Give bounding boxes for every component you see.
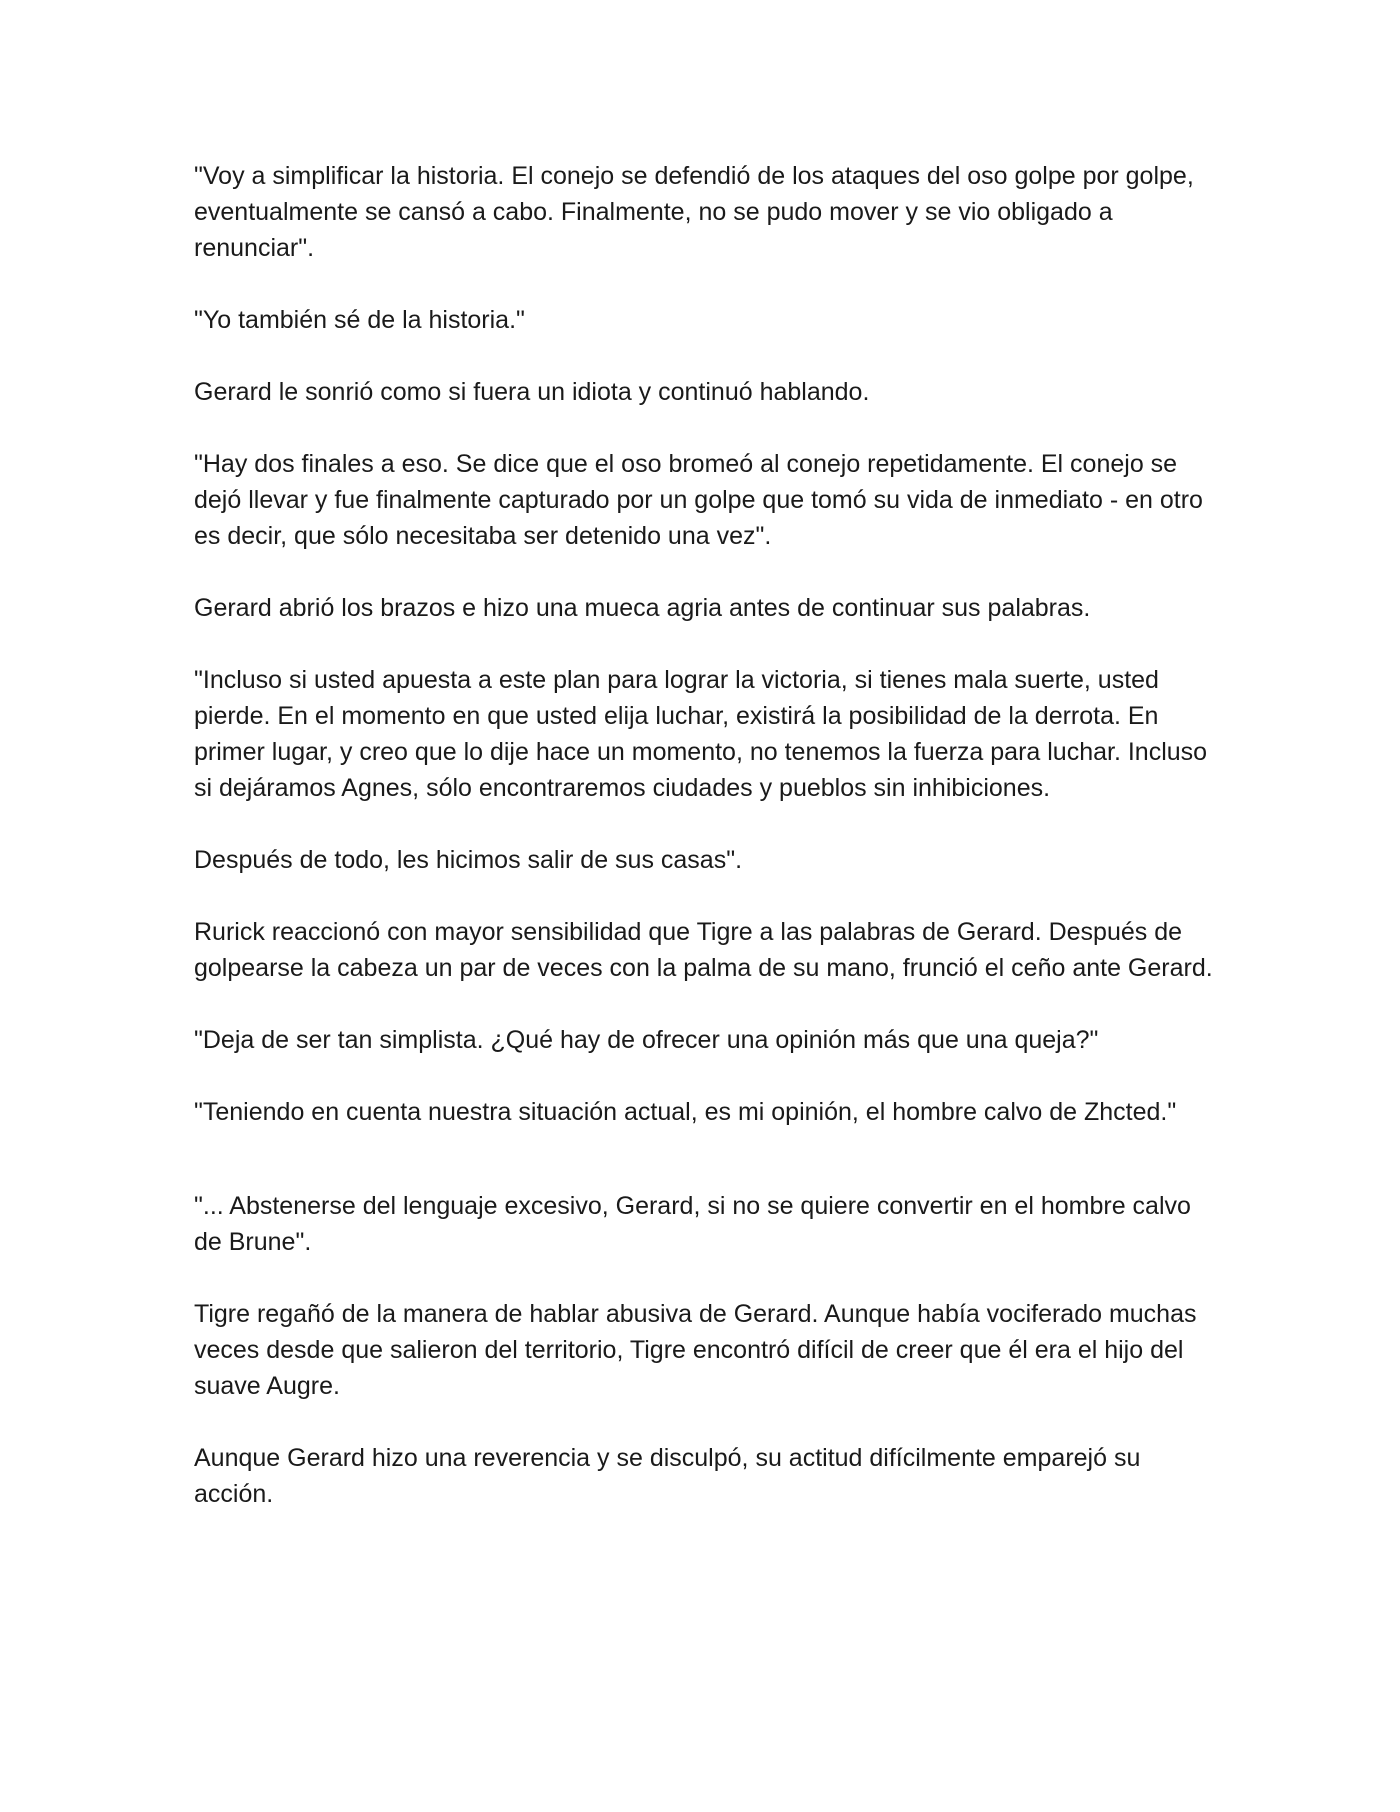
paragraph: Rurick reaccionó con mayor sensibilidad que Tigre a las palabras de Gerard. Después de golpearse la cabeza un par de veces con la palma de su mano, frunció el ceño ante Gerard. [194, 918, 1213, 982]
paragraph: "Teniendo en cuenta nuestra situación actual, es mi opinión, el hombre calvo de Zhcted." [194, 1098, 1177, 1126]
paragraph: "Hay dos finales a eso. Se dice que el oso bromeó al conejo repetidamente. El conejo se dejó llevar y fue finalmente capturado por un golpe que tomó su vida de inmediato - en otro es decir, que sólo necesitaba ser detenido una vez". [194, 450, 1203, 550]
document-body [194, 158, 1224, 1548]
paragraph: "Yo también sé de la historia." [194, 306, 525, 334]
paragraph: "Deja de ser tan simplista. ¿Qué hay de ofrecer una opinión más que una queja?" [194, 1026, 1099, 1054]
paragraph: Tigre regañó de la manera de hablar abusiva de Gerard. Aunque había vociferado muchas veces desde que salieron del territorio, Tigre encontró difícil de creer que él era el hijo del suave Augre. [194, 1300, 1197, 1400]
paragraph: "... Abstenerse del lenguaje excesivo, Gerard, si no se quiere convertir en el hombre calvo de Brune". [194, 1192, 1191, 1256]
paragraph: Gerard le sonrió como si fuera un idiota y continuó hablando. [194, 378, 870, 406]
paragraph: Aunque Gerard hizo una reverencia y se disculpó, su actitud difícilmente emparejó su acción. [194, 1444, 1141, 1508]
paragraph: "Incluso si usted apuesta a este plan para lograr la victoria, si tienes mala suerte, usted pierde. En el momento en que usted elija luchar, existirá la posibilidad de la derrota. En primer lugar, y creo que lo dije hace un momento, no tenemos la fuerza para luchar. Incluso si dejáramos Agnes, sólo encontraremos ciudades y pueblos sin inhibiciones. [194, 666, 1208, 802]
paragraph: Gerard abrió los brazos e hizo una mueca agria antes de continuar sus palabras. [194, 594, 1091, 622]
paragraph: Después de todo, les hicimos salir de sus casas". [194, 846, 743, 874]
paragraph: "Voy a simplificar la historia. El conejo se defendió de los ataques del oso golpe por golpe, eventualmente se cansó a cabo. Finalmente, no se pudo mover y se vio obligado a renunciar". [194, 162, 1194, 262]
